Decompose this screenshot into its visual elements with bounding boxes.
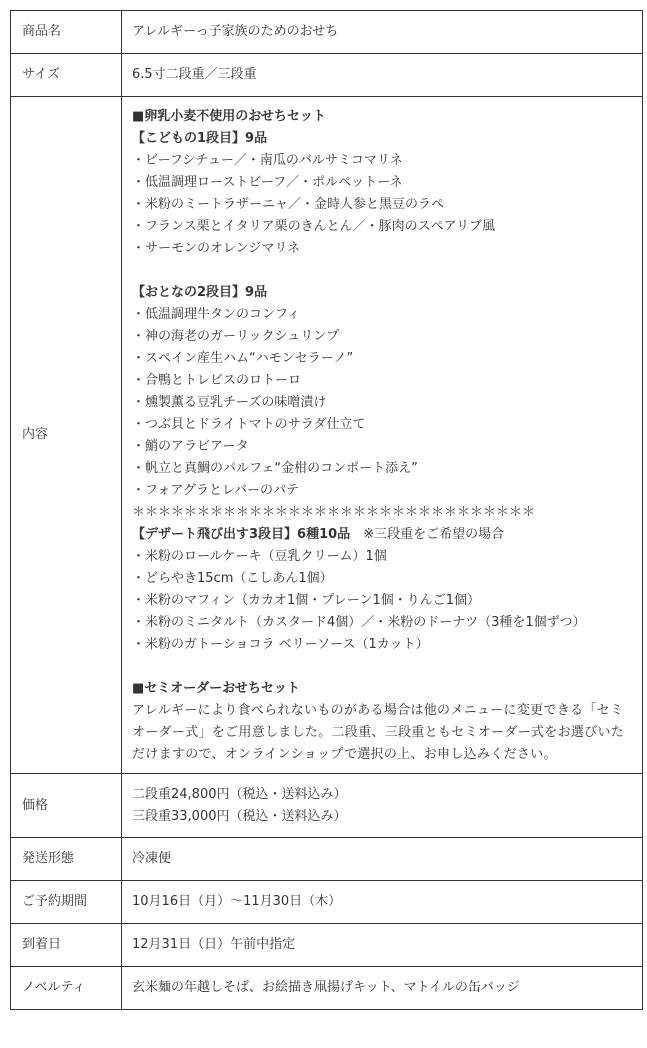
dessert-item: ・米粉のロールケーキ（豆乳クリーム）1個 [132,549,387,564]
dessert-tier-note: ※三段重をご希望の場合 [350,527,505,542]
dessert-item: ・どらやき15cm（こしあん1個） [132,571,333,586]
adults-item: ・合鴨とトレビスのロトーロ [132,373,302,388]
contents-label: 内容 [11,97,122,774]
size-value: 6.5寸二段重／三段重 [122,54,643,97]
row-price [11,774,643,838]
set-heading: ■卵乳小麦不使用のおせちセット [132,109,326,124]
adults-item: ・フォアグラとレバーのパテ [132,483,300,498]
row-arrival [11,924,643,967]
reservation-label: ご予約期間 [11,881,122,924]
adults-item: ・つぶ貝とドライトマトのサラダ仕立て [132,417,366,432]
dessert-item: ・米粉のミニタルト（カスタード4個）／・米粉のドーナツ（3種を1個ずつ） [132,615,586,630]
arrival-value: 12月31日（日）午前中指定 [122,924,643,967]
spacer [132,656,634,678]
adults-item: ・神の海老のガーリックシュリンプ [132,329,340,344]
adults-item: ・鮹のアラビアータ [132,439,249,454]
separator-line: ＊＊＊＊＊＊＊＊＊＊＊＊＊＊＊＊＊＊＊＊＊＊＊＊＊＊＊＊＊＊＊ [132,505,536,520]
novelty-label: ノベルティ [11,967,122,1010]
adults-item: ・低温調理牛タンのコンフィ [132,307,300,322]
shipping-label: 発送形態 [11,838,122,881]
dessert-item: ・米粉のマフィン（カカオ1個・プレーン1個・りんご1個） [132,593,480,608]
novelty-value: 玄米麺の年越しそば、お絵描き凧揚げキット、マトイルの缶バッジ [122,967,643,1010]
kids-item: ・米粉のミートラザーニャ／・金時人参と黒豆のラペ [132,197,445,212]
adults-item: ・燻製薫る豆乳チーズの味噌漬け [132,395,327,410]
product-name-value: アレルギーっ子家族のためのおせち [122,11,643,54]
row-contents [11,97,643,774]
adults-tier-heading: 【おとなの2段目】9品 [132,285,268,300]
reservation-value: 10月16日（月）～11月30日（木） [122,881,643,924]
adults-item: ・帆立と真鯛のパルフェ“金柑のコンポート添え” [132,461,418,476]
arrival-label: 到着日 [11,924,122,967]
product-spec-table [10,10,643,1010]
contents-value [122,97,643,774]
kids-item: ・低温調理ローストビーフ／・ポルペットーネ [132,175,403,190]
kids-item: ・サーモンのオレンジマリネ [132,241,301,256]
row-product-name [11,11,643,54]
shipping-value: 冷凍便 [122,838,643,881]
price-three-tier: 三段重33,000円（税込・送料込み） [132,808,347,824]
dessert-tier-heading-line [132,524,634,546]
semi-order-heading: ■セミオーダーおせちセット [132,681,300,696]
kids-item: ・ビーフシチュー／・南瓜のバルサミコマリネ [132,153,403,168]
product-name-label: 商品名 [11,11,122,54]
adults-item: ・スペイン産生ハム“ハモンセラーノ” [132,351,354,366]
price-label: 価格 [11,774,122,838]
kids-tier-heading: 【こどもの1段目】9品 [132,131,268,146]
spacer [132,260,634,282]
row-reservation [11,881,643,924]
price-two-tier: 二段重24,800円（税込・送料込み） [132,786,347,802]
kids-item: ・フランス栗とイタリア栗のきんとん／・豚肉のスペアリブ風 [132,219,496,234]
dessert-tier-heading: 【デザート飛び出す3段目】6種10品 [132,527,351,542]
semi-order-description: アレルギーにより食べられないものがある場合は他のメニューに変更できる「セミオーダー式」をご用意しました。二段重、三段重ともセミオーダー式をお選びいただけますので、オンラインショップで選択の上、お申し込みください。 [132,703,625,762]
row-novelty [11,967,643,1010]
size-label: サイズ [11,54,122,97]
price-value [122,774,643,838]
row-size [11,54,643,97]
dessert-item: ・米粉のガトーショコラ ベリーソース（1カット） [132,637,429,652]
row-shipping [11,838,643,881]
